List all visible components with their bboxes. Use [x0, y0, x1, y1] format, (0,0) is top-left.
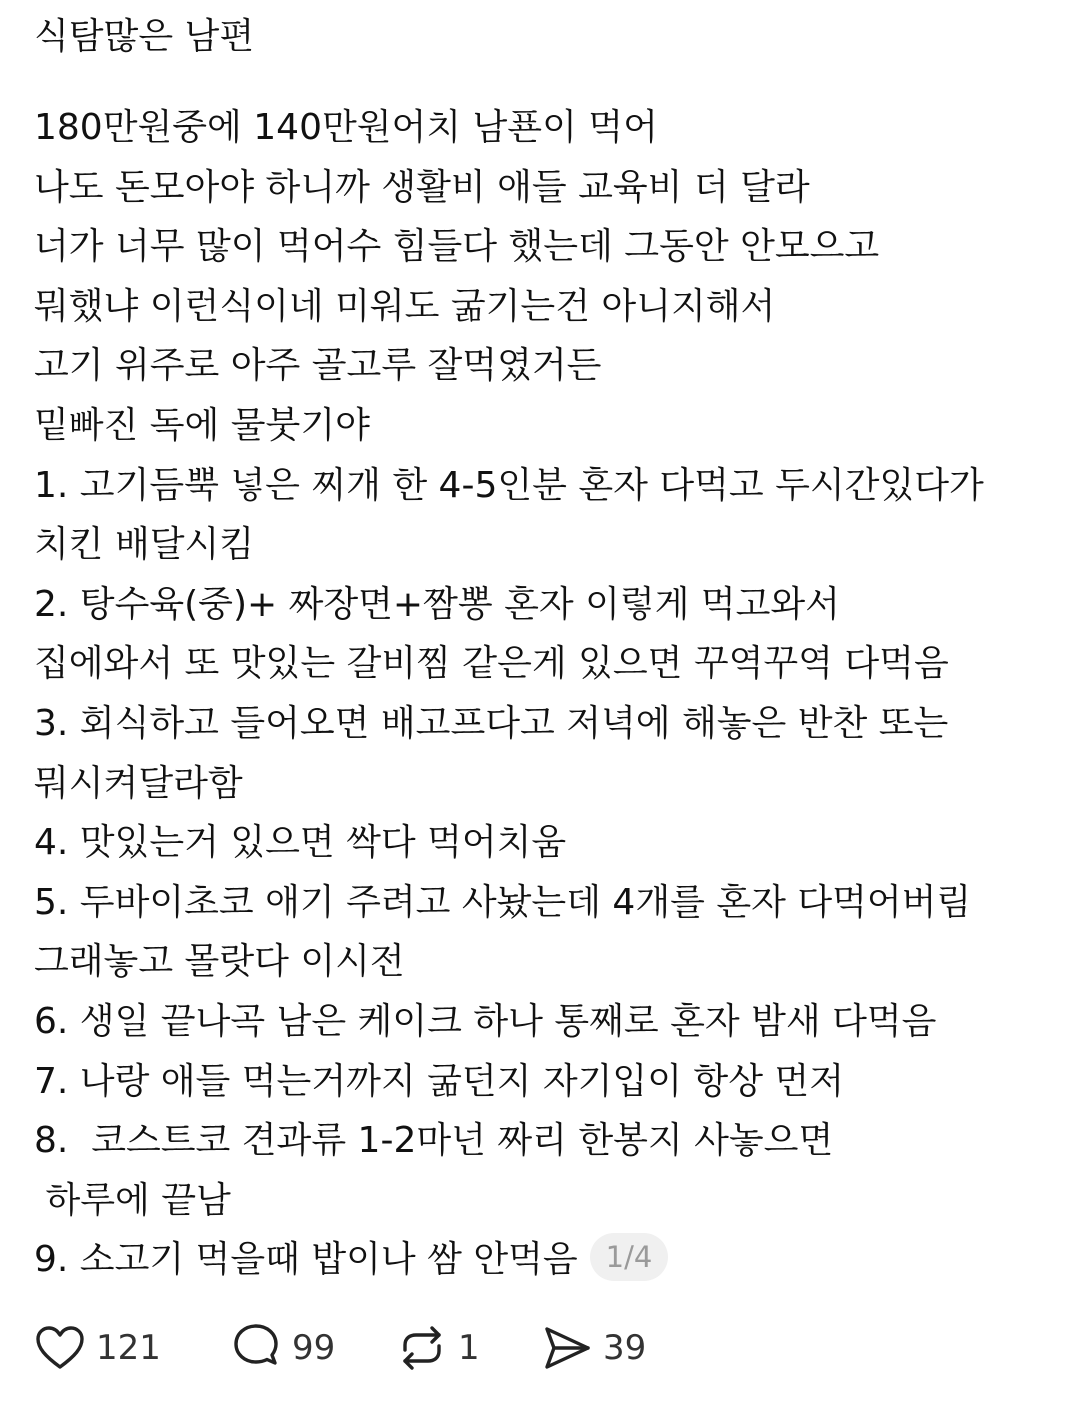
comment-button[interactable]	[230, 1322, 396, 1374]
post-line: 6. 생일 끝나곡 남은 케이크 하나 통째로 혼자 밤새 다먹음	[34, 1000, 937, 1042]
comment-bubble-icon	[230, 1322, 282, 1374]
page-indicator: 1/4	[590, 1233, 669, 1281]
post-body	[34, 98, 1054, 1290]
post-line: 그래놓고 몰랏다 이시전	[34, 941, 405, 983]
post-title: 식탐많은 남편	[34, 16, 255, 57]
post-line: 뭐시켜달라함	[34, 762, 243, 804]
post-line: 180만원중에 140만원어치 남푠이 먹어	[34, 107, 658, 148]
post-line: 2. 탕수육(중)+ 짜장면+짬뽕 혼자 이렇게 먹고와서	[34, 583, 840, 625]
like-button[interactable]	[34, 1322, 230, 1374]
post-line-last	[34, 1230, 1054, 1290]
post-line: 너가 너무 많이 먹어수 힘들다 했는데 그동안 안모으고	[34, 226, 880, 268]
send-icon	[541, 1322, 593, 1374]
post-line: 3. 회식하고 들어오면 배고프다고 저녁에 해놓은 반찬 또는	[34, 702, 949, 744]
post-line: 뭐했냐 이런식이네 미워도 굶기는건 아니지해서	[34, 285, 776, 327]
post-content	[34, 12, 1054, 1290]
post-line: 7. 나랑 애들 먹는거까지 굶던지 자기입이 항상 먼저	[34, 1060, 844, 1102]
action-bar	[34, 1318, 681, 1378]
post-line: 집에와서 또 맛있는 갈비찜 같은게 있으면 꾸역꾸역 다먹음	[34, 643, 949, 685]
post-line: 4. 맛있는거 있으면 싹다 먹어치움	[34, 822, 567, 864]
post-line: 치킨 배달시킴	[34, 524, 255, 566]
post-line: 하루에 끝남	[34, 1179, 231, 1221]
post-line: 밑빠진 독에 물붓기야	[34, 404, 370, 446]
post-line: 8. 코스트코 견과류 1-2마넌 짜리 한봉지 사놓으면	[34, 1120, 834, 1162]
repost-button[interactable]	[396, 1322, 541, 1374]
share-button[interactable]	[541, 1322, 681, 1374]
repost-icon	[396, 1322, 448, 1374]
post-line: 1. 고기듬뿍 넣은 찌개 한 4-5인분 혼자 다먹고 두시간있다가	[34, 464, 984, 506]
share-count: 39	[603, 1328, 647, 1368]
post-line: 나도 돈모아야 하니까 생활비 애들 교육비 더 달라	[34, 166, 810, 208]
post-line-text: 9. 소고기 먹을때 밥이나 쌈 안먹음	[34, 1239, 578, 1281]
post-line: 5. 두바이초코 애기 주려고 사놨는데 4개를 혼자 다먹어버림	[34, 881, 972, 923]
like-count: 121	[96, 1328, 161, 1368]
post-line: 고기 위주로 아주 골고루 잘먹였거든	[34, 345, 602, 387]
repost-count: 1	[458, 1328, 480, 1368]
comment-count: 99	[292, 1328, 336, 1368]
heart-icon	[34, 1322, 86, 1374]
